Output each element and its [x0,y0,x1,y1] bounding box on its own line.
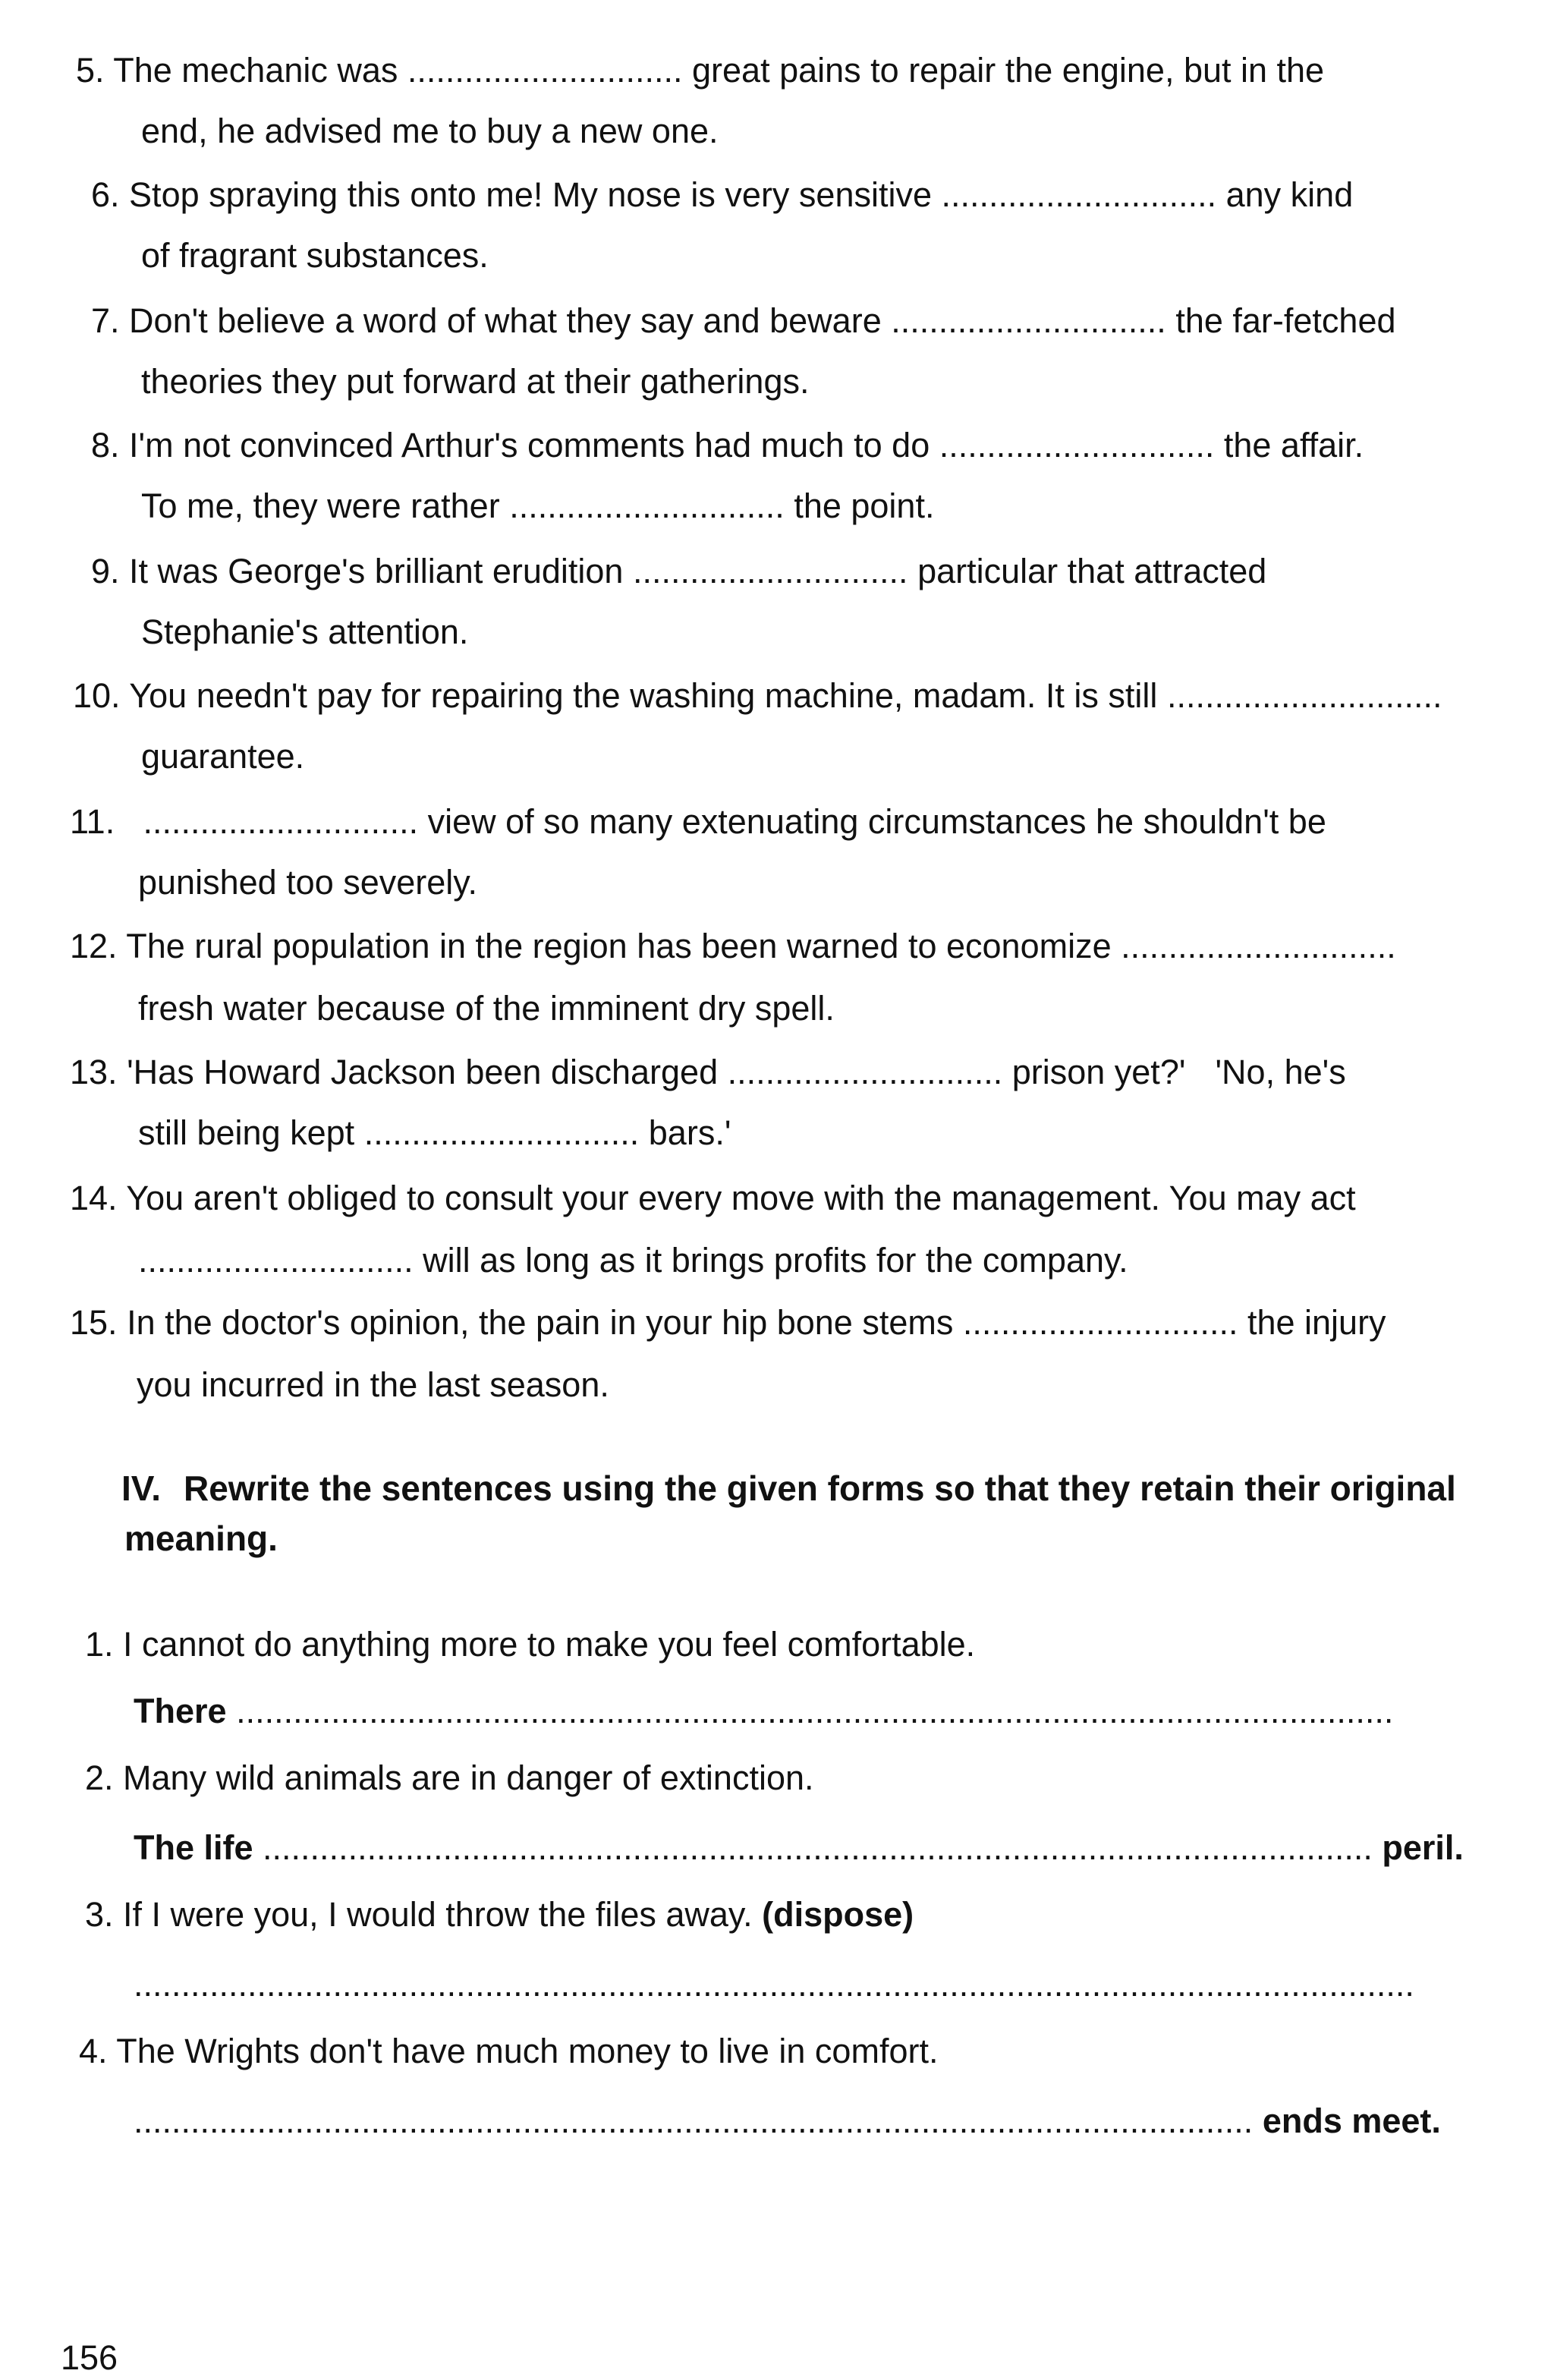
instruction-line-1: Rewrite the sentences using the given forms so that they retain their original [184,1469,1456,1508]
item-13-line-2 [138,1113,731,1154]
prompt-end: ends meet. [1262,2101,1441,2140]
iv-item-1-answer [134,1691,1484,1732]
item-12-line-1 [70,926,1396,967]
answer-blank[interactable]: ....................................................................................................................................... [134,1965,1414,2004]
item-text: To me, they were rather [141,486,500,525]
item-10-line-1 [73,675,1442,716]
blank-field[interactable]: ............................. [1166,676,1442,715]
blank-field[interactable]: ............................. [941,175,1217,214]
exercise-number: IV. [121,1469,162,1508]
item-number: 2. [85,1758,114,1797]
blank-field[interactable]: ............................. [407,51,683,90]
item-number: 12. [70,927,118,965]
item-text: If I were you, I would throw the files away. [123,1895,753,1934]
keyword: (dispose) [762,1895,914,1934]
item-text: You needn't pay for repairing the washing machine, madam. It is still [129,676,1158,715]
item-number: 3. [85,1895,114,1934]
item-number: 7. [91,301,120,340]
item-text: The rural population in the region has been warned to economize [126,927,1112,965]
item-6-line-2: of fragrant substances. [141,236,489,275]
answer-blank[interactable]: ...................................................................................................................... [134,2101,1254,2140]
item-number: 10. [73,676,121,715]
item-text: In the doctor's opinion, the pain in your hip bone stems [127,1303,954,1342]
item-text: prison yet?' [1011,1053,1186,1091]
iv-item-4-answer [134,2101,1441,2142]
item-text: Stop spraying this onto me! My nose is very sensitive [129,175,933,214]
iv-item-3-sentence [85,1894,914,1935]
item-11-line-1 [70,801,1326,842]
item-10-line-2: guarantee. [141,737,305,776]
item-text: the injury [1247,1303,1386,1342]
iv-item-4-sentence [79,2031,938,2072]
item-text: Many wild animals are in danger of extinction. [123,1758,814,1797]
iv-item-2-answer [134,1828,1464,1868]
item-13-line-1 [70,1052,1346,1093]
item-text: the far-fetched [1175,301,1396,340]
item-text: 'No, he's [1215,1053,1346,1091]
item-text: The Wrights don't have much money to live in comfort. [116,2032,939,2070]
item-text: It was George's brilliant erudition [129,552,624,590]
item-number: 14. [70,1179,118,1217]
item-15-line-1 [70,1302,1386,1343]
item-text: Don't believe a word of what they say and beware [129,301,882,340]
item-number: 8. [91,426,120,464]
item-6-line-1 [91,175,1353,216]
item-number: 1. [85,1625,114,1664]
exercise-4-instruction [121,1463,1502,1563]
iv-item-2-sentence [85,1758,814,1799]
item-5-line-2: end, he advised me to buy a new one. [141,112,719,150]
item-text: I cannot do anything more to make you feel comfortable. [123,1625,976,1664]
item-7-line-2: theories they put forward at their gatherings. [141,362,810,401]
blank-field[interactable]: ............................. [143,802,419,841]
item-number: 6. [91,175,120,214]
answer-blank[interactable]: .......................................................................................................................... [236,1692,1394,1730]
item-7-line-1 [91,301,1396,342]
item-number: 5. [76,51,105,90]
item-14-line-2 [138,1240,1128,1281]
blank-field[interactable]: ............................. [962,1303,1238,1342]
answer-blank[interactable]: ..................................................................................................................... [263,1828,1373,1867]
page-number: 156 [61,2338,118,2377]
item-number: 15. [70,1303,118,1342]
item-number: 9. [91,552,120,590]
item-text: will as long as it brings profits for the company. [423,1241,1128,1280]
blank-field[interactable]: ............................. [1121,927,1396,965]
item-text: You aren't obliged to consult your every move with the management. You may act [126,1179,1356,1217]
item-text: bars.' [648,1113,731,1152]
item-12-line-2: fresh water because of the imminent dry spell. [138,989,835,1028]
item-text: still being kept [138,1113,355,1152]
blank-field[interactable]: ............................. [727,1053,1003,1091]
prompt-end: peril. [1382,1828,1464,1867]
item-text: view of so many extenuating circumstances he shouldn't be [427,802,1326,841]
instruction-line-2: meaning. [124,1519,278,1558]
item-text: The mechanic was [113,51,398,90]
blank-field[interactable]: ............................. [939,426,1215,464]
item-number: 4. [79,2032,108,2070]
item-text: 'Has Howard Jackson been discharged [127,1053,719,1091]
item-8-line-2 [141,486,934,527]
blank-field[interactable]: ............................. [891,301,1166,340]
item-text: I'm not convinced Arthur's comments had much to do [129,426,930,464]
item-number: 13. [70,1053,118,1091]
item-text: the point. [794,486,935,525]
item-8-line-1 [91,425,1364,466]
item-11-line-2: punished too severely. [138,863,477,902]
blank-field[interactable]: ............................. [363,1113,640,1152]
prompt-start: The life [134,1828,253,1867]
item-text: any kind [1225,175,1354,214]
item-number: 11. [70,802,115,841]
blank-field[interactable]: ............................. [632,552,908,590]
item-5-line-1 [76,50,1324,91]
item-text: the affair. [1223,426,1364,464]
item-9-line-1 [91,551,1266,592]
item-text: great pains to repair the engine, but in the [692,51,1325,90]
item-14-line-1 [70,1178,1356,1219]
blank-field[interactable]: ............................. [509,486,785,525]
item-15-line-2: you incurred in the last season. [137,1365,609,1404]
item-text: particular that attracted [917,552,1267,590]
prompt-start: There [134,1692,227,1730]
iv-item-3-answer [134,1964,1414,2005]
iv-item-1-sentence [85,1624,975,1665]
blank-field[interactable]: ............................. [138,1241,414,1280]
item-9-line-2: Stephanie's attention. [141,612,469,651]
